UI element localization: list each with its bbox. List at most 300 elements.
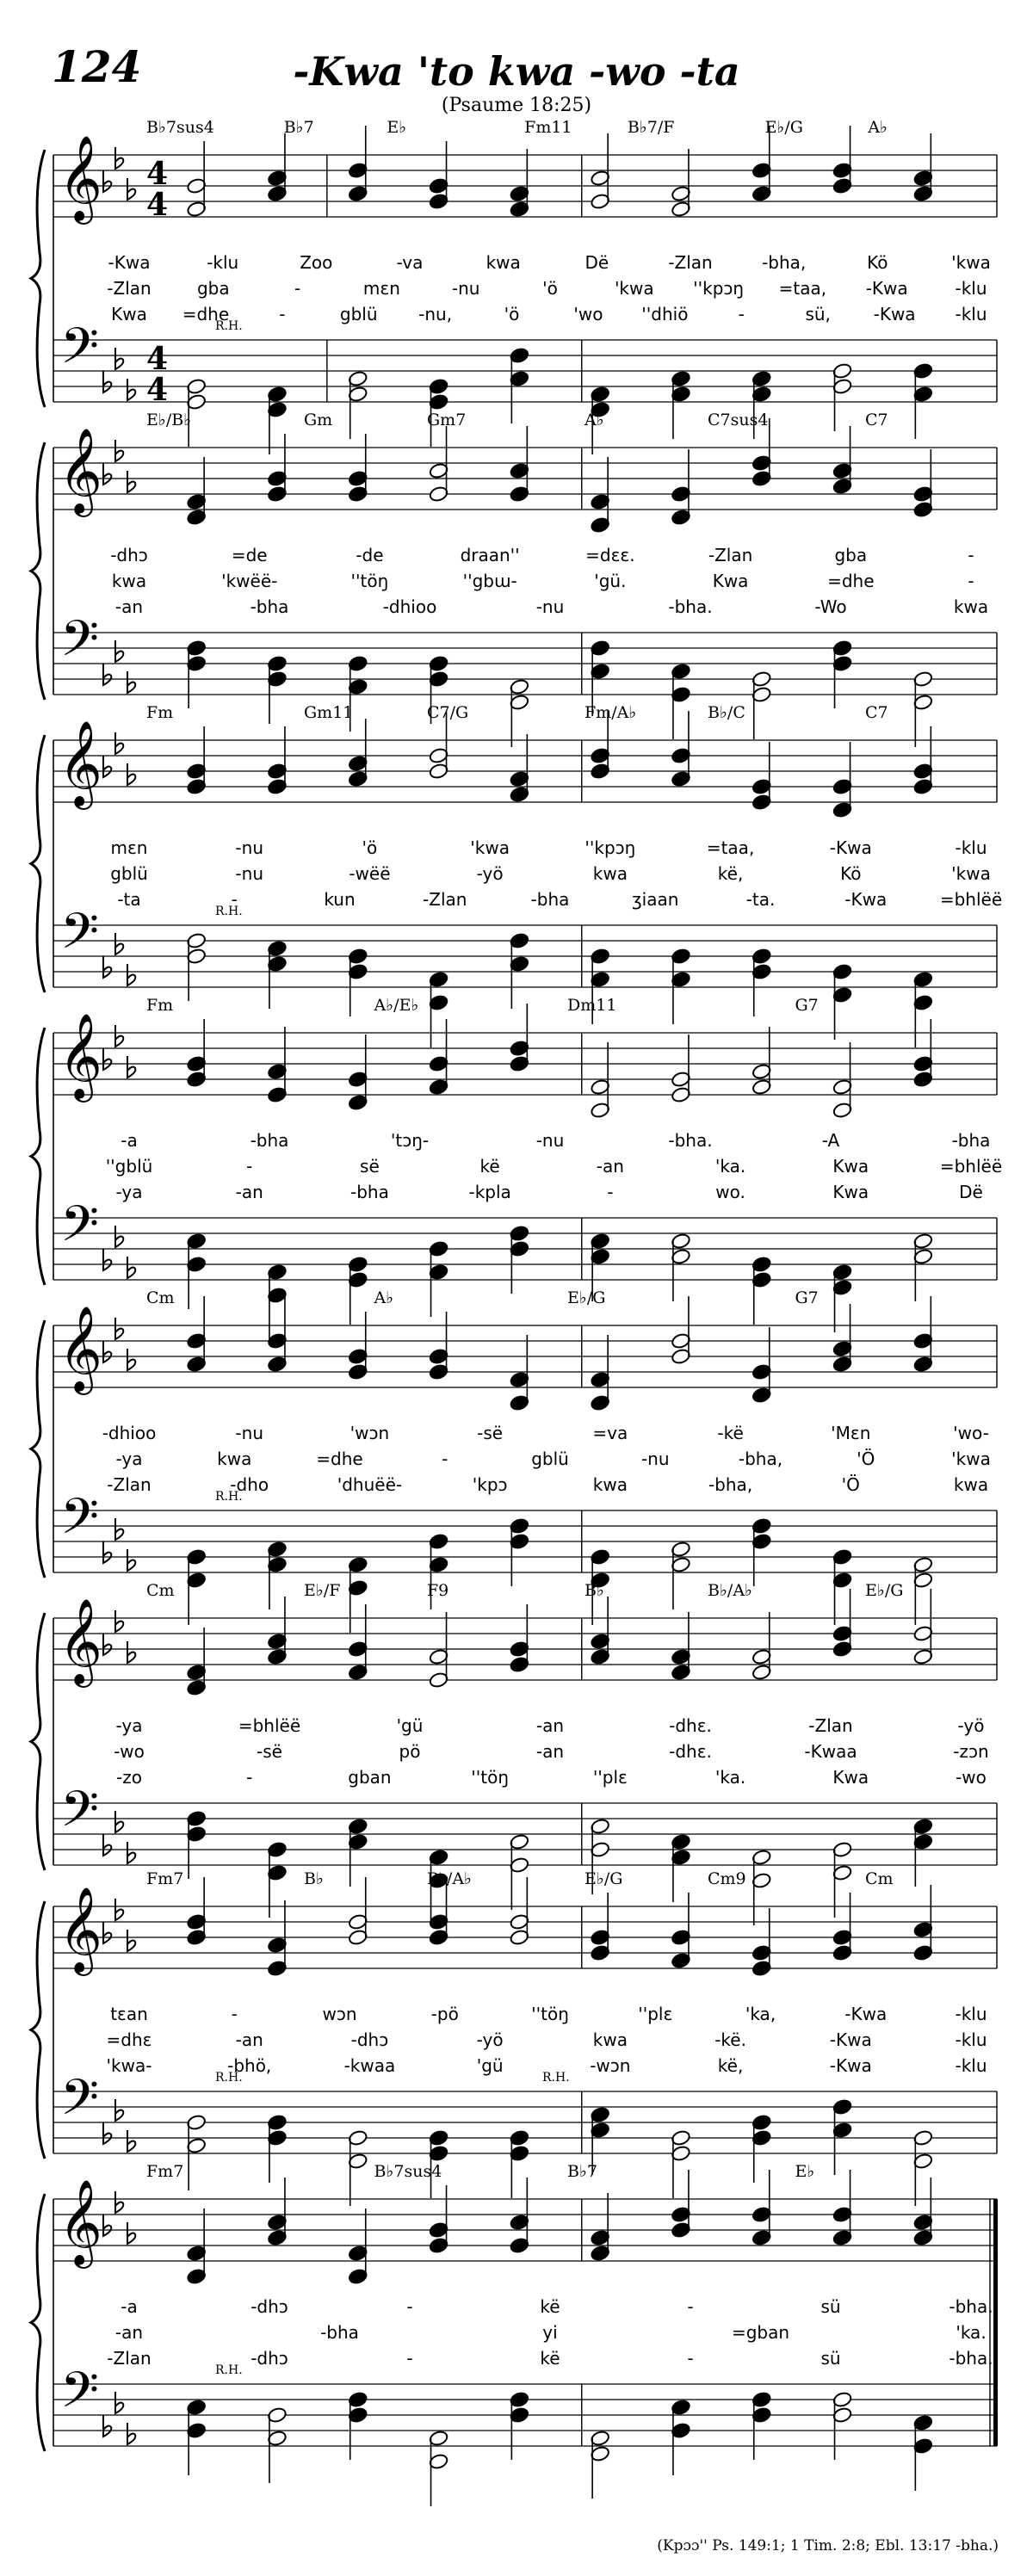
chord-symbol: Cm — [146, 1288, 175, 1307]
lyric-syllable: ''gbɯ- — [462, 571, 517, 591]
lyric-syllable: 'wo- — [953, 1423, 989, 1443]
chord-symbol: Gm7 — [427, 411, 467, 429]
system-brace — [31, 1320, 45, 1578]
lyric-syllable: -ya — [115, 1715, 143, 1736]
key-flat — [127, 1056, 135, 1078]
lyric-syllable: -bha — [951, 1130, 991, 1151]
key-flat — [127, 1349, 135, 1370]
key-flat — [115, 933, 123, 954]
lyric-syllable: 'kwa- — [106, 2055, 152, 2076]
lyric-syllable: draan'' — [460, 545, 520, 565]
lyric-syllable: -Kwa — [844, 889, 888, 910]
lyric-syllable: kë — [479, 1156, 500, 1177]
lyric-syllable: kun — [324, 889, 356, 910]
chord-symbol: C7sus4 — [708, 411, 769, 429]
key-flat — [103, 371, 111, 392]
key-flat — [103, 664, 111, 685]
lyric-syllable: -wɔn — [590, 2055, 631, 2076]
lyric-syllable: - — [968, 571, 974, 591]
lyric-syllable: - — [968, 545, 974, 565]
lyric-syllable: gban — [348, 1767, 392, 1788]
treble-clef-icon: 𝄞 — [59, 1598, 102, 1684]
lyric-syllable: 'Ö — [841, 1474, 860, 1495]
lyric-syllable: -dhɔ — [251, 2348, 288, 2369]
final-barline-thick — [993, 2199, 998, 2446]
lyric-syllable: -nu, — [418, 304, 453, 324]
key-flat — [127, 1842, 135, 1863]
treble-clef-icon: 𝄞 — [59, 720, 102, 806]
lyric-syllable: kwa — [486, 252, 521, 273]
lyric-syllable: -pö — [430, 2004, 459, 2024]
chord-symbol: B♭ — [585, 1581, 604, 1600]
lyric-syllable: kwa — [111, 571, 147, 591]
key-flat — [115, 147, 123, 169]
lyric-syllable: 'kpɔ — [472, 1474, 508, 1495]
lyric-syllable: -an — [596, 1156, 624, 1177]
lyric-syllable: ''töŋ — [531, 2004, 569, 2024]
key-flat — [115, 348, 123, 369]
lyric-syllable: -bha. — [949, 2348, 993, 2369]
key-flat — [103, 2415, 111, 2437]
key-flat — [115, 440, 123, 461]
music-system-1 — [31, 118, 997, 454]
system-brace — [31, 442, 45, 700]
lyric-syllable: Zoo — [300, 252, 333, 273]
lyric-syllable: -Kwa — [108, 252, 151, 273]
lyric-syllable: gba — [834, 545, 868, 565]
lyric-syllable: 'ka. — [714, 1767, 746, 1788]
lyric-syllable: -Kwa — [873, 304, 916, 324]
lyric-syllable: 'gü — [396, 1715, 424, 1736]
lyric-syllable: Kwa — [712, 571, 749, 591]
key-flat — [103, 1541, 111, 1563]
lyric-syllable: -wo — [956, 1767, 987, 1788]
lyric-syllable: -kpla — [468, 1182, 511, 1202]
chord-symbol: E♭/G — [567, 1288, 606, 1307]
chord-symbol: B♭7sus4 — [146, 118, 214, 137]
lyric-syllable: -bha, — [762, 252, 807, 273]
lyric-syllable: gblü — [531, 1449, 569, 1469]
key-flat — [103, 463, 111, 485]
lyric-syllable: -dhioo — [382, 596, 437, 617]
chord-symbol: B♭7 — [283, 118, 314, 137]
key-flat — [103, 956, 111, 978]
lyric-syllable: -va — [396, 252, 424, 273]
time-signature-top: 4 — [146, 341, 169, 377]
lyric-syllable: =dhe — [316, 1449, 363, 1469]
lyric-syllable: -de — [356, 545, 384, 565]
key-flat — [103, 170, 111, 192]
key-flat — [115, 1025, 123, 1047]
lyric-syllable: -Wo — [814, 596, 847, 617]
lyric-syllable: -nu — [535, 1130, 565, 1151]
lyric-syllable: kwa — [592, 863, 628, 884]
key-flat — [115, 1610, 123, 1632]
right-hand-marker: R.H. — [215, 319, 243, 333]
chord-symbol: A♭ — [585, 411, 604, 429]
lyric-syllable: -së — [477, 1423, 504, 1443]
lyric-syllable: =bhlëë — [939, 889, 1003, 910]
lyric-syllable: kwa — [592, 1474, 628, 1495]
lyric-syllable: -an — [235, 1182, 263, 1202]
lyric-syllable: -Zlan — [107, 278, 152, 299]
chord-symbol: Fm — [146, 996, 174, 1015]
lyric-syllable: -nu — [235, 837, 264, 858]
lyric-syllable: kwa — [592, 2029, 628, 2050]
lyric-syllable: së — [360, 1156, 380, 1177]
lyric-syllable: 'kwa — [614, 278, 654, 299]
system-brace — [31, 1028, 45, 1285]
lyric-syllable: -bha — [320, 2322, 359, 2343]
lyric-syllable: -kë — [717, 1423, 744, 1443]
chord-symbol: B♭ — [304, 1869, 324, 1888]
lyric-syllable: -bha — [250, 596, 289, 617]
treble-clef-icon: 𝄞 — [59, 1887, 102, 1973]
lyric-syllable: 'Ö — [857, 1449, 875, 1469]
lyric-syllable: -yö — [957, 1715, 985, 1736]
music-system-8 — [31, 2162, 998, 2506]
key-flat — [127, 671, 135, 693]
music-system-2 — [31, 411, 997, 747]
lyric-syllable: ''töŋ — [350, 571, 389, 591]
lyric-syllable: mɛn — [110, 837, 148, 858]
lyric-syllable: wo. — [715, 1182, 745, 1202]
lyric-syllable: -an — [535, 1741, 565, 1762]
lyric-syllable: ''gblü — [105, 1156, 153, 1177]
chord-symbol: B♭/C — [708, 703, 745, 722]
lyric-syllable: ''dhiö — [641, 304, 689, 324]
lyric-syllable: -an — [114, 2322, 144, 2343]
lyric-syllable: -ya — [115, 1449, 143, 1469]
lyric-syllable: ''kpɔŋ — [693, 278, 745, 299]
lyric-syllable: 'gü. — [594, 571, 627, 591]
right-hand-marker: R.H. — [215, 2071, 243, 2085]
lyric-syllable: -Kwa — [829, 2029, 872, 2050]
lyric-syllable: sü — [820, 2348, 841, 2369]
lyric-syllable: kwa — [953, 596, 989, 617]
key-flat — [127, 1257, 135, 1278]
lyric-syllable: - — [687, 2296, 694, 2317]
lyric-syllable: -dho — [230, 1474, 269, 1495]
lyric-syllable: 'tɔŋ- — [390, 1130, 430, 1151]
lyric-syllable: 'ka. — [714, 1156, 746, 1177]
key-flat — [103, 756, 111, 777]
lyric-syllable: -wo — [114, 1741, 145, 1762]
lyric-syllable: 'gü — [476, 2055, 504, 2076]
lyric-syllable: Kwa — [832, 1767, 869, 1788]
chord-symbol: F9 — [427, 1581, 449, 1600]
treble-clef-icon: 𝄞 — [59, 2179, 102, 2265]
key-flat — [127, 2222, 135, 2244]
lyric-syllable: sü — [820, 2296, 841, 2317]
lyric-syllable: wɔn — [322, 2004, 357, 2024]
lyric-syllable: Dë — [959, 1182, 983, 1202]
key-flat — [127, 2130, 135, 2152]
lyric-syllable: -bha, — [738, 1449, 783, 1469]
lyric-syllable: =de — [231, 545, 268, 565]
chord-symbol: Fm11 — [524, 118, 572, 137]
lyric-syllable: Kö — [840, 863, 862, 884]
key-flat — [103, 2122, 111, 2144]
key-flat — [127, 471, 135, 492]
bass-clef-icon: 𝄢 — [60, 1487, 100, 1558]
bass-clef-icon: 𝄢 — [60, 317, 100, 387]
lyric-syllable: - — [687, 2348, 694, 2369]
lyric-syllable: =dɛɛ. — [585, 545, 635, 565]
lyric-syllable: -ta — [117, 889, 141, 910]
lyric-syllable: mɛn — [362, 278, 400, 299]
lyric-syllable: -nu — [235, 1423, 264, 1443]
music-system-4 — [31, 996, 1002, 1340]
lyric-syllable: 'kwa — [470, 837, 510, 858]
lyric-syllable: kë — [540, 2348, 560, 2369]
lyric-syllable: =bhlëë — [238, 1715, 301, 1736]
lyric-syllable: gblü — [339, 304, 378, 324]
chord-symbol: G7 — [795, 1288, 819, 1307]
chord-symbol: Fm/A♭ — [585, 703, 637, 722]
lyric-syllable: -Zlan — [808, 1715, 853, 1736]
chord-symbol: B♭/A♭ — [708, 1581, 753, 1600]
chord-symbol: Fm7 — [146, 2162, 184, 2181]
key-flat — [127, 1641, 135, 1663]
lyric-syllable: -an — [535, 1715, 565, 1736]
lyric-syllable: Kwa — [832, 1182, 869, 1202]
lyric-syllable: -Zlan — [423, 889, 467, 910]
lyric-syllable: -ta. — [745, 889, 776, 910]
time-signature-bottom: 4 — [146, 372, 169, 408]
lyric-syllable: -bha — [350, 1182, 389, 1202]
lyric-syllable: -Zlan — [107, 1474, 152, 1495]
lyric-syllable: -bha — [250, 1130, 289, 1151]
lyric-syllable: - — [738, 304, 745, 324]
system-brace — [31, 735, 45, 992]
lyric-syllable: -yö — [476, 2029, 504, 2050]
time-signature-top: 4 — [146, 156, 169, 192]
key-flat — [115, 732, 123, 754]
bass-clef-icon: 𝄢 — [60, 1780, 100, 1850]
chord-symbol: E♭/G — [764, 118, 803, 137]
right-hand-marker: R.H. — [215, 905, 243, 918]
key-flat — [115, 2191, 123, 2213]
lyric-syllable: 'kwa — [951, 1449, 991, 1469]
lyric-syllable: =dhe — [182, 304, 230, 324]
lyric-syllable: - — [246, 1156, 253, 1177]
key-flat — [127, 178, 135, 200]
key-flat — [103, 1922, 111, 1943]
key-flat — [103, 1834, 111, 1856]
system-brace — [31, 1613, 45, 1870]
lyric-syllable: =dhɛ — [106, 2029, 152, 2050]
lyric-syllable: - — [279, 304, 286, 324]
lyric-syllable: -klu — [955, 2029, 987, 2050]
key-flat — [115, 2099, 123, 2121]
chord-symbol: E♭/G — [865, 1581, 904, 1600]
key-flat — [127, 1930, 135, 1951]
chord-symbol: Cm9 — [708, 1869, 746, 1888]
lyric-syllable: -nu — [640, 1449, 670, 1469]
lyric-syllable: -kwaa — [343, 2055, 396, 2076]
lyric-syllable: -dhɛ. — [669, 1715, 712, 1736]
lyric-syllable: - — [231, 889, 238, 910]
lyric-syllable: =va — [592, 1423, 628, 1443]
lyric-syllable: -Kwa — [829, 2055, 872, 2076]
lyric-syllable: 'ö — [542, 278, 558, 299]
chord-symbol: A♭ — [868, 118, 888, 137]
key-flat — [115, 1318, 123, 1339]
bass-clef-icon: 𝄢 — [60, 902, 100, 973]
chord-symbol: Fm — [146, 703, 174, 722]
chord-symbol: E♭ — [387, 118, 407, 137]
lyric-syllable: -nu — [451, 278, 480, 299]
chord-symbol: C7 — [865, 411, 888, 429]
chord-symbol: B♭/A♭ — [427, 1869, 473, 1888]
chord-symbol: E♭/B♭ — [146, 411, 192, 429]
lyric-syllable: 'ka, — [745, 2004, 776, 2024]
hymn-subtitle: (Psaume 18:25) — [441, 95, 592, 116]
lyric-syllable: -së — [257, 1741, 282, 1762]
lyric-syllable: -ya — [115, 1182, 143, 1202]
lyric-syllable: kë, — [717, 2055, 744, 2076]
lyric-syllable: -wëë — [349, 863, 391, 884]
lyric-syllable: ''kpɔŋ — [585, 837, 636, 858]
chord-symbol: C7 — [865, 703, 888, 722]
lyric-syllable: - — [442, 1449, 448, 1469]
lyric-syllable: Dë — [585, 252, 609, 273]
lyric-syllable: Kö — [867, 252, 888, 273]
bass-clef-icon: 𝄢 — [60, 2361, 100, 2431]
lyric-syllable: kwa — [217, 1449, 252, 1469]
lyric-syllable: yi — [542, 2322, 558, 2343]
system-brace — [31, 1901, 45, 2159]
lyric-syllable: -Zlan — [107, 2348, 152, 2369]
music-system-3 — [31, 703, 1002, 1047]
key-flat — [115, 1226, 123, 1247]
treble-clef-icon: 𝄞 — [59, 135, 102, 221]
treble-clef-icon: 𝄞 — [59, 1306, 102, 1392]
lyric-syllable: =taa, — [778, 278, 827, 299]
lyric-syllable: ʒiaan — [632, 889, 679, 910]
key-flat — [115, 1518, 123, 1540]
lyric-syllable: Kwa — [832, 1156, 869, 1177]
lyric-syllable: -klu — [955, 837, 987, 858]
hymn-title: -Kwa 'to kwa -wo -ta — [293, 48, 740, 95]
key-flat — [115, 640, 123, 662]
lyric-syllable: -Zlan — [708, 545, 753, 565]
lyric-syllable: -an — [235, 2029, 263, 2050]
chord-symbol: Cm — [146, 1581, 175, 1600]
lyric-syllable: =taa, — [706, 837, 755, 858]
music-system-5 — [31, 1288, 997, 1633]
chord-symbol: A♭ — [374, 1288, 394, 1307]
chord-symbol: B♭7 — [567, 2162, 598, 2181]
lyric-syllable: kwa — [953, 1474, 989, 1495]
lyric-syllable: - — [406, 2296, 413, 2317]
key-flat — [127, 763, 135, 785]
lyric-syllable: -dhɔ — [110, 545, 148, 565]
lyric-syllable: -Zlan — [668, 252, 713, 273]
right-hand-marker: R.H. — [215, 2363, 243, 2377]
bass-clef-icon: 𝄢 — [60, 2068, 100, 2139]
lyric-syllable: -klu — [955, 2055, 987, 2076]
lyric-syllable: -zɔn — [953, 1741, 989, 1762]
chord-symbol: B♭7/F — [627, 118, 675, 137]
right-hand-marker: R.H. — [215, 1490, 243, 1504]
lyric-syllable: =gban — [731, 2322, 790, 2343]
time-signature-bottom: 4 — [146, 187, 169, 223]
lyric-syllable: 'kwa — [951, 863, 991, 884]
system-brace — [31, 2194, 45, 2451]
lyric-syllable: ''plɛ — [592, 1767, 628, 1788]
lyric-syllable: -nu — [535, 596, 565, 617]
key-flat — [115, 2392, 123, 2413]
lyric-syllable: -Kwa — [829, 837, 872, 858]
lyric-syllable: -klu — [207, 252, 239, 273]
lyric-syllable: -bha. — [668, 596, 713, 617]
lyric-syllable: ''plɛ — [638, 2004, 673, 2024]
lyric-syllable: -dhɔ — [350, 2029, 389, 2050]
key-flat — [115, 1811, 123, 1832]
lyric-syllable: -bha. — [949, 2296, 993, 2317]
lyric-syllable: 'ka. — [956, 2322, 987, 2343]
lyric-syllable: -bha — [530, 889, 570, 910]
lyric-syllable: -klu — [955, 2004, 987, 2024]
scripture-footer: (Kpɔɔ'' Ps. 149:1; 1 Tim. 2:8; Ebl. 13:17 -bha.) — [657, 2537, 999, 2554]
lyric-syllable: 'dhuëë- — [337, 1474, 403, 1495]
treble-clef-icon: 𝄞 — [59, 1013, 102, 1099]
lyric-syllable: - — [246, 1767, 253, 1788]
lyric-syllable: 'wo — [573, 304, 603, 324]
chord-symbol: Dm11 — [567, 996, 617, 1015]
lyric-syllable: gblü — [110, 863, 148, 884]
chord-symbol: Cm — [865, 1869, 894, 1888]
lyric-syllable: tɛan — [110, 2004, 148, 2024]
lyric-syllable: kë, — [717, 863, 744, 884]
lyric-syllable: -an — [114, 596, 144, 617]
chord-symbol: Gm — [304, 411, 333, 429]
key-flat — [103, 1634, 111, 1655]
key-flat — [103, 1249, 111, 1270]
lyric-syllable: 'kwa — [951, 252, 991, 273]
key-flat — [103, 2215, 111, 2236]
chord-symbol: G7 — [795, 996, 819, 1015]
lyric-syllable: =dhe — [827, 571, 875, 591]
hymn-number: 124 — [52, 41, 142, 92]
lyric-syllable: 'Mɛn — [831, 1423, 871, 1443]
chord-symbol: Fm7 — [146, 1869, 184, 1888]
chord-symbol: E♭/F — [304, 1581, 341, 1600]
bass-clef-icon: 𝄢 — [60, 609, 100, 680]
lyric-syllable: -a — [121, 1130, 138, 1151]
lyric-syllable: gba — [196, 278, 230, 299]
lyric-syllable: -a — [121, 2296, 138, 2317]
lyric-syllable: -kë. — [714, 2029, 746, 2050]
key-flat — [103, 1048, 111, 1070]
chord-symbol: Gm11 — [304, 703, 354, 722]
treble-clef-icon: 𝄞 — [59, 428, 102, 514]
chord-symbol: A♭/E♭ — [374, 996, 419, 1015]
lyric-syllable: 'ö — [504, 304, 520, 324]
system-brace — [31, 150, 45, 407]
lyric-syllable: -klu — [955, 304, 987, 324]
key-flat — [103, 1341, 111, 1362]
lyric-syllable: -Kwaa — [804, 1741, 857, 1762]
lyric-syllable: =bhlëë — [939, 1156, 1003, 1177]
lyric-syllable: ''töŋ — [471, 1767, 510, 1788]
music-system-7 — [31, 1869, 997, 2206]
lyric-syllable: -nu — [235, 863, 264, 884]
lyric-syllable: pö — [399, 1741, 421, 1762]
chord-symbol: E♭/G — [585, 1869, 623, 1888]
